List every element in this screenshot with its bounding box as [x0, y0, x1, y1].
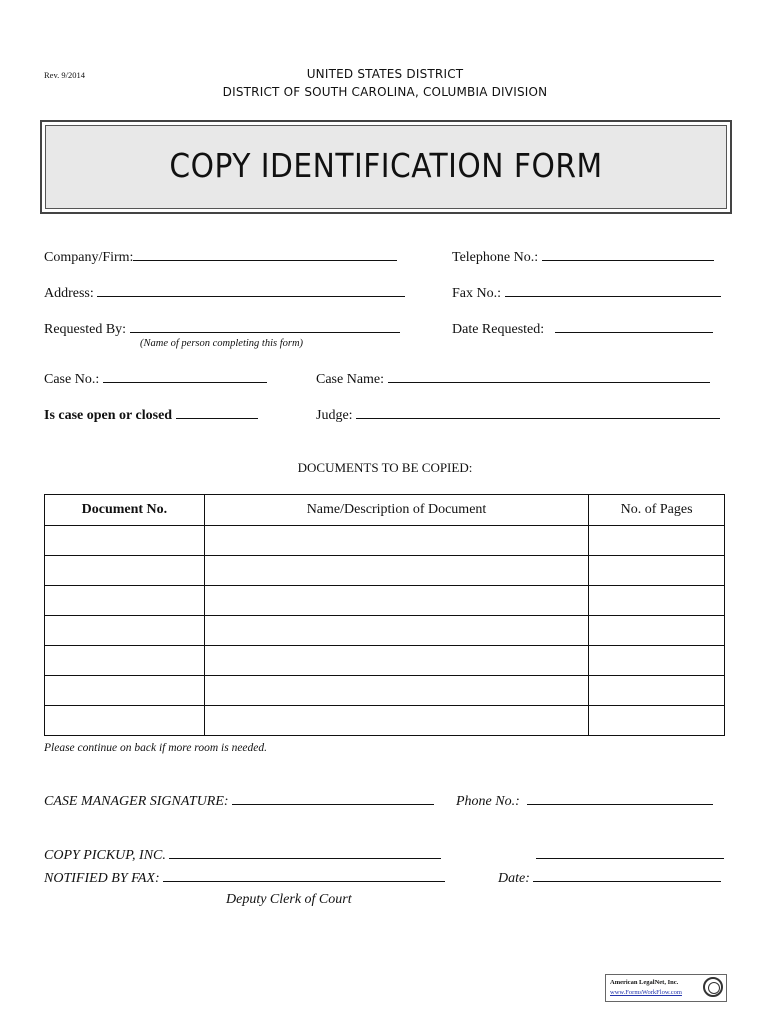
notified-field[interactable]: [44, 869, 445, 887]
telephone-line[interactable]: [542, 248, 714, 261]
table-row: [45, 706, 725, 736]
table-row: [45, 676, 725, 706]
date-requested-label: Date Requested:: [452, 322, 545, 337]
footer-date-line[interactable]: [533, 869, 721, 882]
logo-company: American LegalNet, Inc.: [610, 979, 679, 986]
description-cell[interactable]: [204, 706, 588, 736]
requested-by-hint: (Name of person completing this form): [140, 338, 304, 349]
address-label: Address:: [44, 286, 94, 301]
judge-label: Judge:: [316, 408, 353, 423]
address-field[interactable]: [44, 284, 405, 302]
signature-field[interactable]: [44, 792, 434, 810]
company-line[interactable]: [133, 248, 397, 261]
telephone-label: Telephone No.:: [452, 250, 539, 265]
company-label: Company/Firm:: [44, 250, 134, 265]
requested-by-line[interactable]: [130, 320, 400, 333]
continue-note: Please continue on back if more room is needed.: [44, 742, 268, 754]
pages-cell[interactable]: [589, 526, 725, 556]
document-no-cell[interactable]: [45, 586, 205, 616]
table-row: [45, 646, 725, 676]
column-header-document-no: Document No.: [45, 495, 205, 526]
case-status-field[interactable]: [44, 406, 258, 424]
document-no-cell[interactable]: [45, 646, 205, 676]
copy-pickup-label: COPY PICKUP, INC.: [44, 848, 166, 863]
judge-field[interactable]: [316, 406, 720, 424]
pages-cell[interactable]: [589, 556, 725, 586]
column-header-pages: No. of Pages: [589, 495, 725, 526]
case-no-field[interactable]: [44, 370, 267, 388]
table-row: [45, 586, 725, 616]
seal-icon: [703, 977, 723, 997]
telephone-field[interactable]: [452, 248, 714, 266]
document-no-cell[interactable]: [45, 706, 205, 736]
address-line[interactable]: [97, 284, 405, 297]
fax-field[interactable]: [452, 284, 721, 302]
phone-label: Phone No.:: [456, 794, 520, 809]
documents-table: [44, 494, 725, 736]
table-row: [45, 616, 725, 646]
court-name-line1: UNITED STATES DISTRICT: [306, 67, 464, 81]
description-cell[interactable]: [204, 556, 588, 586]
blank-line-right[interactable]: [536, 846, 724, 864]
table-row: [45, 526, 725, 556]
documents-table-header: [45, 495, 725, 526]
case-no-label: Case No.:: [44, 372, 100, 387]
case-name-label: Case Name:: [316, 372, 385, 387]
requested-by-label: Requested By:: [44, 322, 127, 337]
case-status-line[interactable]: [176, 406, 258, 419]
document-no-cell[interactable]: [45, 676, 205, 706]
column-header-description: Name/Description of Document: [204, 495, 588, 526]
description-cell[interactable]: [204, 616, 588, 646]
description-cell[interactable]: [204, 586, 588, 616]
pages-cell[interactable]: [589, 586, 725, 616]
pages-cell[interactable]: [589, 646, 725, 676]
phone-line[interactable]: [527, 792, 713, 805]
court-name-line2: DISTRICT OF SOUTH CAROLINA, COLUMBIA DIVISION: [222, 85, 548, 99]
document-no-cell[interactable]: [45, 556, 205, 586]
publisher-logo: [605, 974, 727, 1002]
notified-label: NOTIFIED BY FAX:: [44, 871, 160, 886]
phone-field[interactable]: [456, 792, 713, 810]
requested-by-field[interactable]: [44, 320, 400, 338]
blank-signature-line[interactable]: [536, 846, 724, 859]
company-field[interactable]: [44, 248, 397, 266]
case-name-field[interactable]: [316, 370, 710, 388]
case-no-line[interactable]: [103, 370, 267, 383]
document-no-cell[interactable]: [45, 616, 205, 646]
fax-line[interactable]: [505, 284, 721, 297]
fax-label: Fax No.:: [452, 286, 501, 301]
copy-pickup-line[interactable]: [169, 846, 441, 859]
logo-url[interactable]: www.FormsWorkFlow.com: [610, 989, 682, 996]
description-cell[interactable]: [204, 646, 588, 676]
pages-cell[interactable]: [589, 706, 725, 736]
document-no-cell[interactable]: [45, 526, 205, 556]
documents-section-title: DOCUMENTS TO BE COPIED:: [297, 460, 473, 475]
date-requested-field[interactable]: [452, 320, 713, 338]
pages-cell[interactable]: [589, 616, 725, 646]
footer-date-field[interactable]: [498, 869, 721, 887]
judge-line[interactable]: [356, 406, 720, 419]
revision-date: Rev. 9/2014: [44, 70, 86, 80]
notified-line[interactable]: [163, 869, 445, 882]
pages-cell[interactable]: [589, 676, 725, 706]
title-box: [40, 120, 732, 214]
case-status-label: Is case open or closed: [44, 408, 173, 423]
date-requested-line[interactable]: [555, 320, 713, 333]
deputy-clerk-label: Deputy Clerk of Court: [226, 892, 352, 907]
signature-line[interactable]: [232, 792, 434, 805]
form-title: COPY IDENTIFICATION FORM: [169, 146, 603, 185]
description-cell[interactable]: [204, 676, 588, 706]
footer-date-label: Date:: [498, 871, 530, 886]
case-name-line[interactable]: [388, 370, 710, 383]
description-cell[interactable]: [204, 526, 588, 556]
copy-pickup-field[interactable]: [44, 846, 441, 864]
signature-label: CASE MANAGER SIGNATURE:: [44, 794, 229, 809]
table-row: [45, 556, 725, 586]
